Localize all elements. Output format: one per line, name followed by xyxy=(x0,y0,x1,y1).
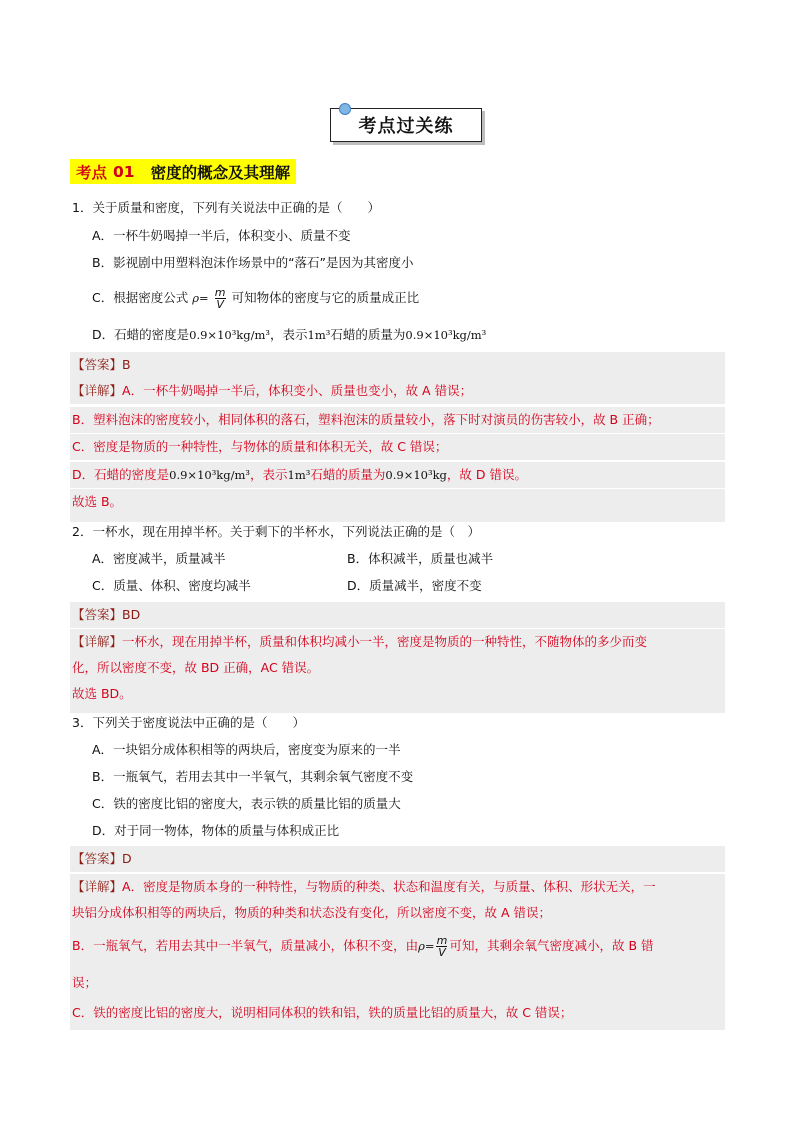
q1-detail-c xyxy=(70,434,725,460)
q1-option-c xyxy=(92,287,419,310)
q3-option-d: D．对于同一物体，物体的质量与体积成正比 xyxy=(92,823,340,838)
q1-option-d-mid: ，表示 xyxy=(270,327,308,342)
section-number: 01 xyxy=(113,162,135,181)
detail-text: 一杯水，现在用掉半杯，质量和体积均减小一半，密度是物质的一种特性，不随物体的多少而变 xyxy=(122,634,648,649)
q1-option-c-pre: C．根据密度公式 xyxy=(92,290,189,305)
q1-option-d xyxy=(92,325,486,345)
section-heading xyxy=(70,159,296,184)
density-fraction xyxy=(436,935,447,958)
detail-text: C．密度是物质的一种特性，与物体的质量和体积无关，故 C 错误； xyxy=(72,439,448,454)
q1-conclusion xyxy=(70,489,725,522)
detail-label: 【详解】 xyxy=(72,383,123,398)
detail-label: 【详解】 xyxy=(72,879,123,894)
conclusion-text: 故选 B。 xyxy=(72,494,123,509)
detail-text: C．铁的密度比铝的密度大，说明相同体积的铁和铝，铁的质量比铝的质量大，故 C 错误； xyxy=(72,1005,573,1020)
detail-text: A．密度是物质本身的一种特性，与物质的种类、状态和温度有关，与质量、体积、形状无关，一 xyxy=(122,879,656,894)
q1-detail-d xyxy=(70,462,725,488)
density-fraction xyxy=(215,287,226,310)
q2-option-c: C．质量、体积、密度均减半 xyxy=(92,578,251,593)
detail-text: B．塑料泡沫的密度较小，相同体积的落石，塑料泡沫的质量较小，落下时对演员的伤害较小，故 B 正确； xyxy=(72,412,660,427)
section-title: 密度的概念及其理解 xyxy=(150,163,291,182)
q2-option-b: B．体积减半，质量也减半 xyxy=(347,551,494,566)
math-expr: 1m³ xyxy=(287,468,311,482)
math-expr: 0.9×10³kg/m³ xyxy=(405,328,487,342)
q2-detail-1 xyxy=(70,629,725,655)
math-expr: 0.9×10³kg/m³ xyxy=(169,468,251,482)
q1-detail-a xyxy=(70,378,725,404)
q3-stem: 3．下列关于密度说法中正确的是（ ） xyxy=(72,715,305,730)
q2-detail-2 xyxy=(70,655,725,681)
q3-detail-b xyxy=(70,926,725,966)
detail-text: 块铝分成体积相等的两块后，物质的种类和状态没有变化，所以密度不变，故 A 错误； xyxy=(72,905,551,920)
detail-text: 可知，其剩余氧气密度减小，故 B 错 xyxy=(449,938,654,953)
fraction-numerator: m xyxy=(214,286,226,299)
banner-title: 考点过关练 xyxy=(358,116,454,137)
rho-symbol: ρ= xyxy=(418,939,435,953)
math-expr: 0.9×10³kg xyxy=(385,468,447,482)
detail-text: 化，所以密度不变，故 BD 正确，AC 错误。 xyxy=(72,660,320,675)
q1-option-c-post: 可知物体的密度与它的质量成正比 xyxy=(231,290,420,305)
detail-text: B．一瓶氧气，若用去其中一半氧气，质量减小，体积不变，由 xyxy=(72,938,419,953)
detail-text: ，故 D 错误。 xyxy=(446,467,527,482)
rho-symbol: ρ= xyxy=(192,291,209,305)
q1-option-d-mid2: 石蜡的质量为 xyxy=(330,327,406,342)
q1-answer: 【答案】B xyxy=(70,352,725,378)
conclusion-text: 故选 BD。 xyxy=(72,686,132,701)
fraction-numerator: m xyxy=(436,934,448,947)
q3-detail-c xyxy=(70,1000,725,1030)
detail-text: ，表示 xyxy=(250,467,288,482)
q2-option-d: D．质量减半，密度不变 xyxy=(347,578,482,593)
q3-option-b: B．一瓶氧气，若用去其中一半氧气，其剩余氧气密度不变 xyxy=(92,769,414,784)
section-kaodian: 考点 xyxy=(76,163,108,182)
q2-option-a: A．密度减半，质量减半 xyxy=(92,551,226,566)
q2-conclusion xyxy=(70,681,725,713)
q3-detail-a1 xyxy=(70,874,725,900)
q3-option-c: C．铁的密度比铝的密度大，表示铁的质量比铝的质量大 xyxy=(92,796,401,811)
math-expr: 1m³ xyxy=(307,328,331,342)
q1-option-a: A．一杯牛奶喝掉一半后，体积变小、质量不变 xyxy=(92,228,351,243)
detail-text: A．一杯牛奶喝掉一半后，体积变小、质量也变小，故 A 错误； xyxy=(122,383,473,398)
math-expr: 0.9×10³kg/m³ xyxy=(189,328,271,342)
q3-option-a: A．一块铝分成体积相等的两块后，密度变为原来的一半 xyxy=(92,742,401,757)
q2-answer: 【答案】BD xyxy=(70,602,725,628)
q1-detail-b xyxy=(70,407,725,433)
q3-detail-a2 xyxy=(70,900,725,926)
q2-stem: 2．一杯水，现在用掉半杯。关于剩下的半杯水，下列说法正确的是（ ） xyxy=(72,524,480,539)
q3-answer: 【答案】D xyxy=(70,846,725,872)
detail-text: 误； xyxy=(72,975,98,990)
detail-label: 【详解】 xyxy=(72,634,123,649)
q1-option-b: B．影视剧中用塑料泡沫作场景中的“落石”是因为其密度小 xyxy=(92,255,414,270)
q1-stem: 1．关于质量和密度，下列有关说法中正确的是（ ） xyxy=(72,200,380,215)
fraction-denominator: V xyxy=(216,298,224,311)
q1-option-d-pre: D．石蜡的密度是 xyxy=(92,327,190,342)
detail-text: D．石蜡的密度是 xyxy=(72,467,170,482)
section-banner xyxy=(330,108,482,142)
pin-icon xyxy=(339,103,351,115)
q3-detail-b2 xyxy=(70,966,725,1000)
detail-text: 石蜡的质量为 xyxy=(310,467,386,482)
fraction-denominator: V xyxy=(438,946,446,959)
